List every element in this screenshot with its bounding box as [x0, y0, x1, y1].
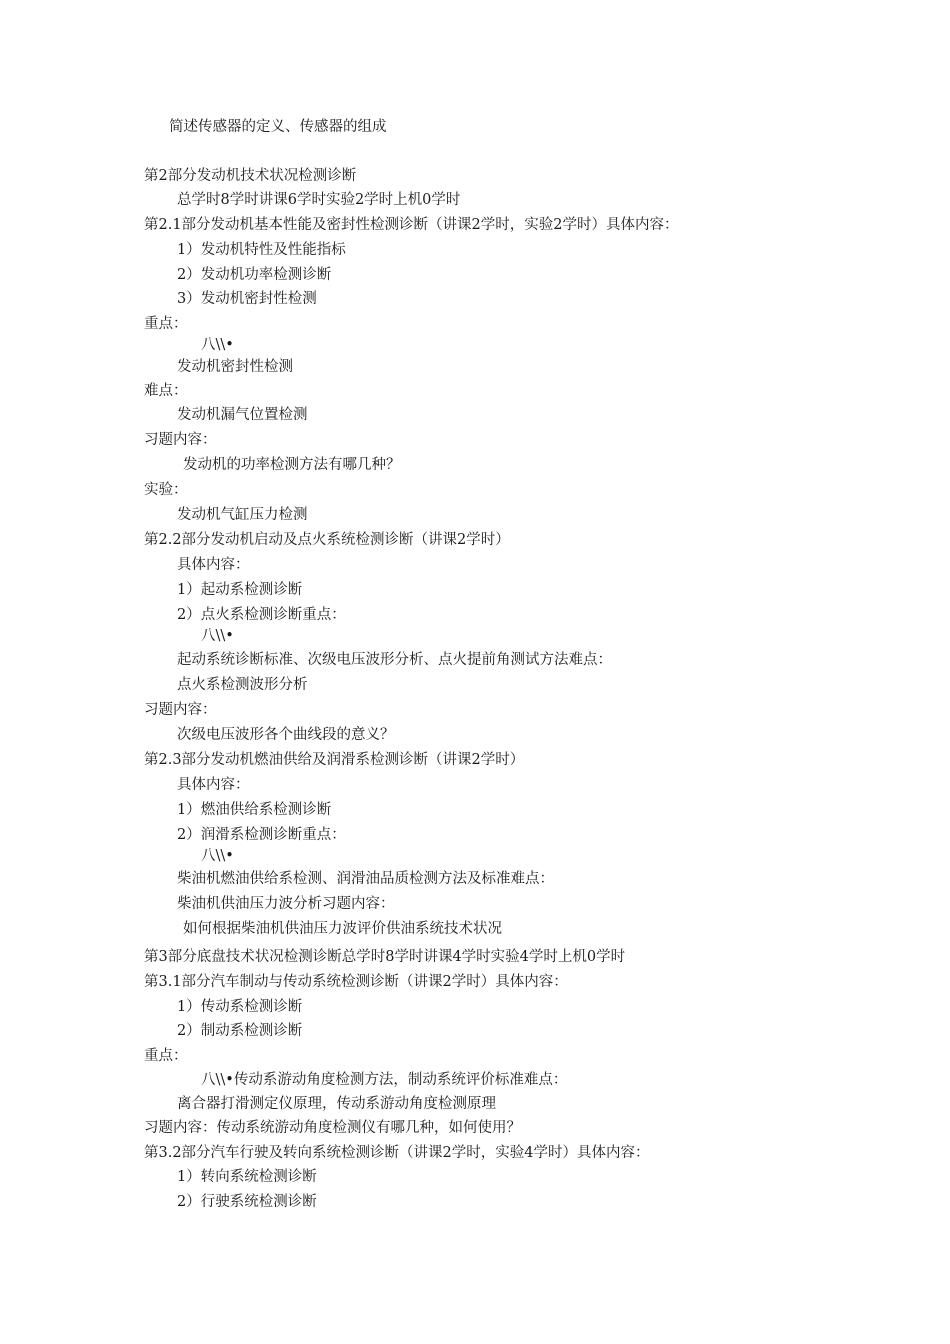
section-heading: 第2部分发动机技术状况检测诊断 [144, 168, 357, 184]
label-line: 习题内容： [144, 432, 217, 448]
text-line: 起动系统诊断标准、次级电压波形分析、点火提前角测试方法难点： [177, 652, 612, 668]
list-item: 1）转向系统检测诊断 [177, 1169, 317, 1185]
list-item: 1）燃油供给系检测诊断 [177, 802, 332, 818]
text-line: 总学时8学时讲课6学时实验2学时上机0学时 [177, 192, 461, 208]
list-item: 2）行驶系统检测诊断 [177, 1194, 317, 1210]
label-line: 习题内容： [144, 702, 217, 718]
text-line: 八\\• [201, 848, 234, 864]
text-line: 八\\• [201, 628, 234, 644]
text-line: 柴油机供油压力波分析习题内容： [177, 896, 395, 912]
list-item: 2）润滑系检测诊断重点： [177, 827, 346, 843]
label-line: 重点： [144, 316, 188, 332]
section-heading: 第3.1部分汽车制动与传动系统检测诊断（讲课2学时）具体内容： [144, 974, 568, 990]
text-line: 八\\• [201, 337, 234, 353]
list-item: 1）传动系检测诊断 [177, 999, 303, 1015]
section-heading: 第3.2部分汽车行驶及转向系统检测诊断（讲课2学时，实验4学时）具体内容： [144, 1145, 650, 1161]
section-heading: 第2.1部分发动机基本性能及密封性检测诊断（讲课2学时，实验2学时）具体内容： [144, 217, 679, 233]
label-line: 重点： [144, 1048, 188, 1064]
text-line: 发动机密封性检测 [177, 359, 293, 375]
label-line: 习题内容：传动系统游动角度检测仪有哪几种，如何使用？ [144, 1120, 521, 1136]
text-line: 点火系检测波形分析 [177, 677, 308, 693]
label-line: 实验： [144, 482, 188, 498]
list-item: 1）起动系检测诊断 [177, 582, 303, 598]
text-line: 发动机气缸压力检测 [177, 507, 308, 523]
text-line: 发动机漏气位置检测 [177, 407, 308, 423]
text-line: 八\\•传动系游动角度检测方法，制动系统评价标准难点： [201, 1072, 568, 1088]
section-heading: 第2.3部分发动机燃油供给及润滑系检测诊断（讲课2学时） [144, 752, 525, 768]
list-item: 2）发动机功率检测诊断 [177, 267, 332, 283]
text-line: 具体内容： [177, 777, 250, 793]
section-heading: 第3部分底盘技术状况检测诊断总学时8学时讲课4学时实验4学时上机0学时 [144, 949, 626, 965]
text-line: 具体内容： [177, 557, 250, 573]
list-item: 2）制动系检测诊断 [177, 1023, 303, 1039]
list-item: 1）发动机特性及性能指标 [177, 242, 346, 258]
text-line: 柴油机燃油供给系检测、润滑油品质检测方法及标准难点： [177, 871, 554, 887]
list-item: 2）点火系检测诊断重点： [177, 607, 346, 623]
text-line: 如何根据柴油机供油压力波评价供油系统技术状况 [183, 921, 502, 937]
section-heading: 第2.2部分发动机启动及点火系统检测诊断（讲课2学时） [144, 532, 510, 548]
text-line: 发动机的功率检测方法有哪几种？ [183, 457, 401, 473]
text-line: 简述传感器的定义、传感器的组成 [169, 119, 387, 135]
label-line: 难点： [144, 383, 188, 399]
text-line: 离合器打滑测定仪原理，传动系游动角度检测原理 [177, 1096, 496, 1112]
list-item: 3）发动机密封性检测 [177, 291, 317, 307]
text-line: 次级电压波形各个曲线段的意义？ [177, 727, 395, 743]
